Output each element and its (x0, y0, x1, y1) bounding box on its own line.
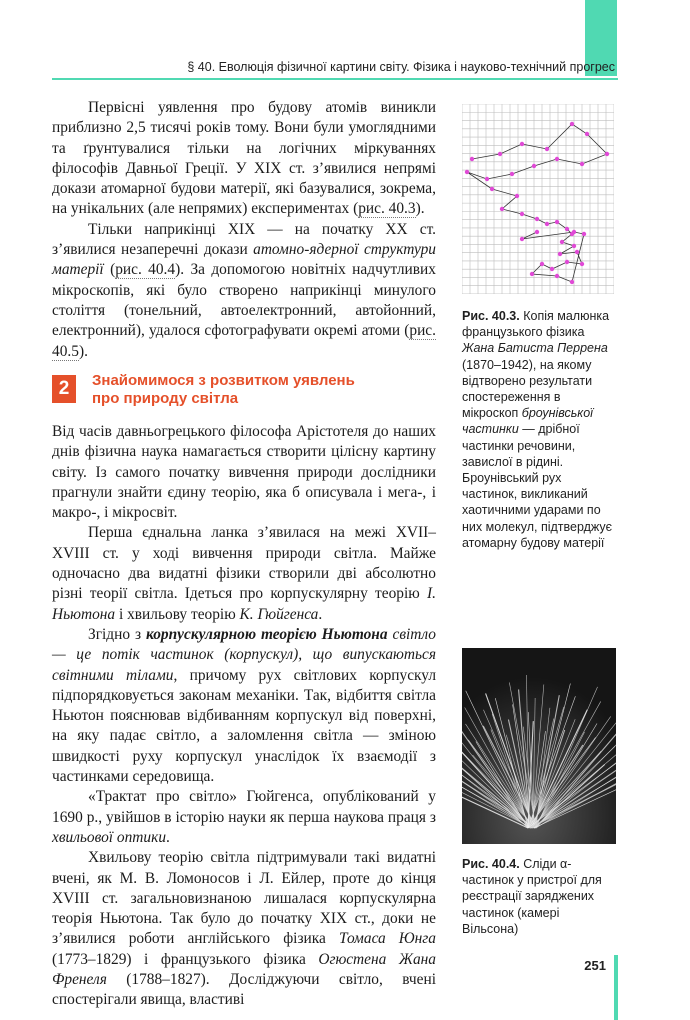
figure-label: Рис. 40.3. (462, 309, 520, 323)
figure-grid-lines (462, 104, 614, 294)
section-number-badge: 2 (52, 375, 76, 403)
main-paragraph-3: Згідно з корпускулярною теорією Ньютона світло — це потік частинок (корпускул), що випускаються світними тілами, причому рух світлових корпускул підпорядковується законам механіки. Так, відбиття світла Ньютон пояснював відбиванням корпускул від поверхні, на яку падає світло, а заломлення світла — зміною швидкості руху корпускул унаслідок їх взаємодії з частинками середовища. (52, 625, 437, 786)
running-header: § 40. Еволюція фізичної картини світу. Фізика і науково-технічний прогрес (187, 60, 615, 74)
figure-40-4-caption: Рис. 40.4. Сліди α-частинок у пристрої для реєстрації заряджених частинок (камері Вільсона) (462, 857, 602, 936)
main-text (52, 422, 436, 1011)
main-paragraph-1: Від часів давньогрецького філософа Арістотеля до наших днів фізична наука намагається створити цілісну картину світу. Із самого початку вивчення природи дослідники прагнули знайти єдину теорію, яка б описувала і мега-, і макро-, і мікросвіт. (52, 423, 436, 522)
figure-label: Рис. 40.4. (462, 857, 520, 871)
figure-reference-link[interactable]: рис. 40.4 (115, 261, 176, 279)
page-number: 251 (584, 958, 606, 973)
figure-reference-link[interactable]: рис. 40.3 (358, 200, 416, 218)
figure-reference-link[interactable]: рис. 40.5 (52, 322, 436, 360)
intro-paragraph-1: Первісні уявлення про будову атомів виникли приблизно 2,5 тисячі років тому. Вони були умоглядними та ґрунтувалися тільки на логічних міркуваннях філософів Давньої Греції. У XIX ст. з’явилися непрямі докази атомарної будови матерії, які базувалися, зокрема, на унікальних (але непрямих) експериментах (рис. 40.3). (52, 99, 436, 218)
section-title (92, 372, 392, 408)
cloud-chamber-photo (462, 648, 616, 844)
header-divider (52, 78, 618, 80)
page-edge-tab-bottom (614, 955, 618, 1020)
figure-40-3-caption: Рис. 40.3. Копія малюнка французького фізика Жана Батиста Перрена (1870–1942), на якому відтворено результати спостереження в мікроскоп броунівської частинки — дрібної частинки речовини, завислої в рідині. Броунівський рух частинок, викликаний хаотичними ударами по них молекул, підтверджує атомарну будову матерії (462, 309, 613, 550)
main-paragraph-5: Хвильову теорію світла підтримували такі видатні вчені, як М. В. Ломоносов і Л. Ейлер, проте до кінця XVIII ст. загальновизнаною лишалася корпускулярна теорія Ньютона. Так було до початку XIX ст., доки не з’явилися роботи англійського фізика Томаса Юнга (1773–1829) і французького фізика Огюстена Жана Френеля (1788–1827). Досліджуючи світло, вчені спостерігали явища, властиві (52, 849, 437, 1009)
brownian-motion-figure (462, 104, 614, 294)
section-title-line: про природу світла (92, 390, 239, 407)
main-paragraph-2: Перша єднальна ланка з’явилася на межі XVII–XVIII ст. у ході вивчення природи світла. Майже одночасно два видатні фізики створили дві абсолютно різні теорії світла. Ідеться про корпускулярну теорію І. Ньютона і хвильову теорію К. Гюйгенса. (52, 524, 436, 623)
intro-text (52, 98, 436, 362)
section-title-line: Знайомимося з розвитком уявлень (92, 372, 355, 389)
intro-paragraph-2: Тільки наприкінці XIX — на початку XX ст. з’явилися незаперечні докази атомно-ядерної структури матерії (рис. 40.4). За допомогою новітніх надчутливих мікроскопів, які було створено наприкінці минулого століття (тонельний, автоелектронний, автойонний, електронний), удалося сфотографувати окремі атоми (рис. 40.5). (52, 220, 436, 360)
main-paragraph-4: «Трактат про світло» Гюйгенса, опублікований у 1690 р., увійшов в історію науки як перша наукова праця з хвильової оптики. (52, 788, 436, 846)
